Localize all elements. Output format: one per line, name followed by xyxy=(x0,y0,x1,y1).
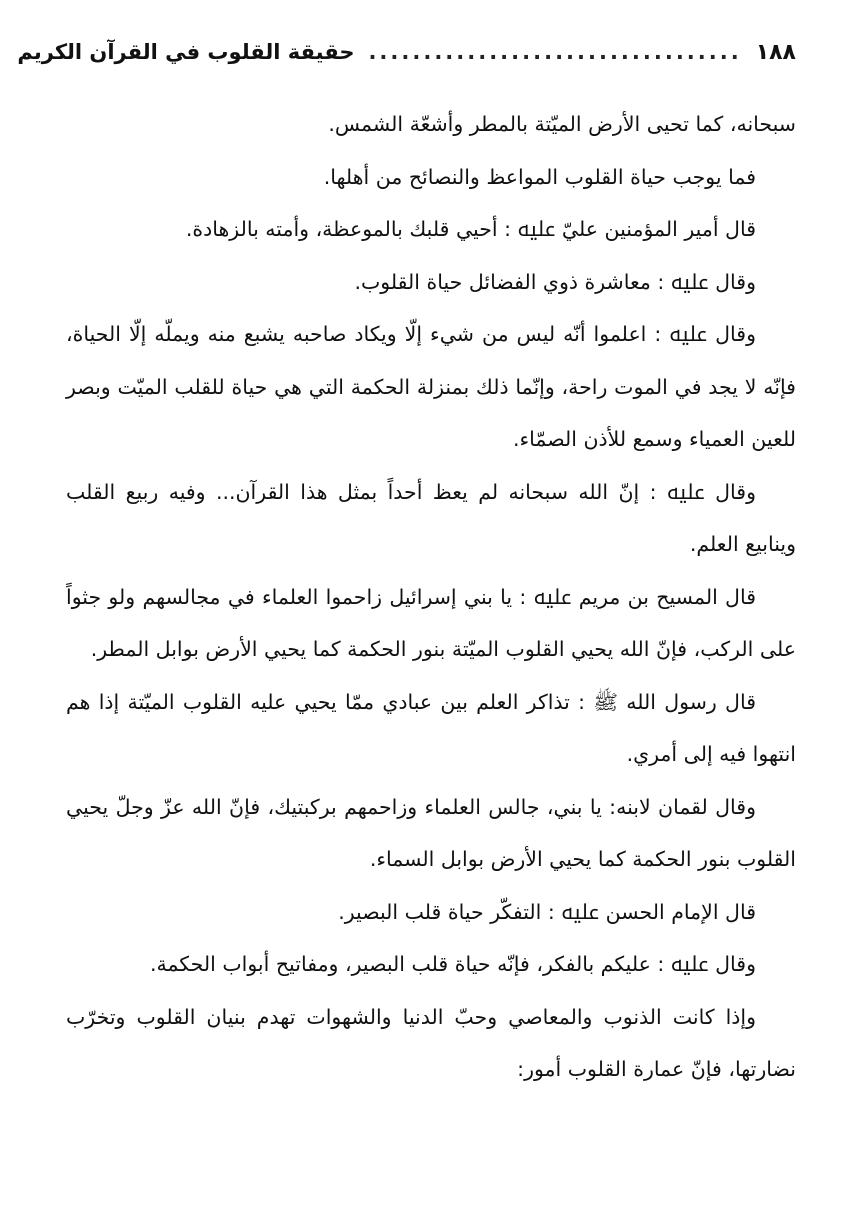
paragraph: سبحانه، كما تحيى الأرض الميّتة بالمطر وأشعّة الشمس. xyxy=(328,112,796,136)
page-number: ١٨٨ xyxy=(755,40,796,65)
leader-dots: .................................. xyxy=(368,40,742,64)
paragraph: قال رسول الله ﷺ : تذاكر العلم بين عبادي ممّا يحيي عليه القلوب الميّتة إذا هم انتهوا فيه إلى أمري. xyxy=(66,689,796,766)
paragraph: وقال ﷷ : عليكم بالفكر، فإنّه حياة قلب البصير، ومفاتيح أبواب الحكمة. xyxy=(149,952,756,976)
paragraph: وقال لقمان لابنه: يا بني، جالس العلماء وزاحمهم بركبتيك، فإنّ الله عزّ وجلّ يحيي القلوب بنور الحكمة كما يحيي الأرض بوابل السماء. xyxy=(66,794,796,871)
book-page xyxy=(17,40,796,1096)
paragraph: قال المسيح بن مريم ﷷ : يا بني إسرائيل زاحموا العلماء في مجالسهم ولو جثواً على الركب، فإنّ الله يحيي القلوب الميّتة بنور الحكمة كما يحيي الأرض بوابل المطر. xyxy=(66,584,796,661)
paragraph: وقال ﷷ : معاشرة ذوي الفضائل حياة القلوب. xyxy=(354,269,756,294)
paragraph: وإذا كانت الذنوب والمعاصي وحبّ الدنيا والشهوات تهدم بنيان القلوب وتخرّب نضارتها، فإنّ عمارة القلوب أمور: xyxy=(66,1004,796,1081)
page-header xyxy=(17,40,796,84)
page-body xyxy=(66,98,796,1096)
paragraph: وقال ﷷ : إنّ الله سبحانه لم يعظ أحداً بمثل هذا القرآن... وفيه ربيع القلب وينابيع العلم. xyxy=(66,479,796,556)
paragraph: فما يوجب حياة القلوب المواعظ والنصائح من أهلها. xyxy=(323,164,756,189)
paragraph: قال أمير المؤمنين عليّ ﷷ : أحيي قلبك بالموعظة، وأمته بالزهادة. xyxy=(185,217,756,241)
running-title: حقيقة القلوب في القرآن الكريم xyxy=(17,40,355,64)
paragraph: وقال ﷷ : اعلموا أنّه ليس من شيء إلّا ويكاد صاحبه يشبع منه ويملّه إلّا الحياة، فإنّه لا يجد في الموت راحة، وإنّما ذلك بمنزلة الحكمة التي هي حياة للقلب الميّت وبصر للعين العمياء وسمع للأذن الصمّاء. xyxy=(66,322,796,451)
paragraph: قال الإمام الحسن ﷷ : التفكّر حياة قلب البصير. xyxy=(338,899,756,924)
